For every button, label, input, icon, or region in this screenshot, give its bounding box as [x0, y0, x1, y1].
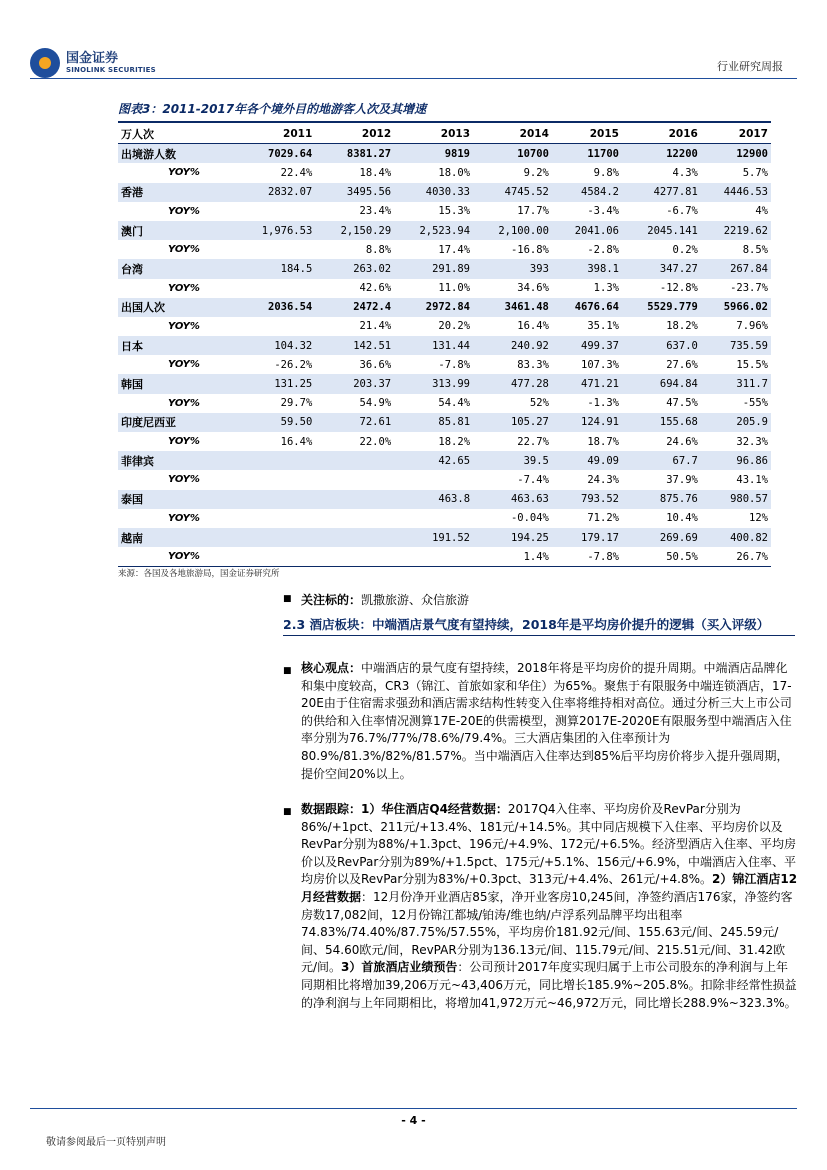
- table-cell: 50.5%: [622, 547, 701, 567]
- header-year-cell: 2012: [315, 124, 394, 144]
- table-cell: 67.7: [622, 451, 701, 470]
- table-cell: 72.61: [315, 413, 394, 432]
- table-cell: 2,100.00: [473, 221, 552, 240]
- logo-name-en: SINOLINK SECURITIES: [66, 66, 156, 74]
- table-row: [118, 451, 771, 470]
- table-row: [118, 298, 771, 317]
- table-cell: 9.2%: [523, 166, 549, 179]
- table-cell: 240.92: [473, 336, 552, 355]
- table-cell: [236, 547, 315, 567]
- table-cell: 18.2%: [438, 435, 471, 448]
- table-cell: 194.25: [473, 528, 552, 547]
- page-number: - 4 -: [401, 1114, 426, 1127]
- section-title: 2.3 酒店板块：中端酒店景气度有望持续，2018年是平均房价提升的逻辑（买入评级）: [283, 616, 795, 636]
- row-label: YOY%: [168, 474, 200, 486]
- table-cell: 52%: [529, 397, 549, 410]
- table-cell: -12.8%: [659, 282, 698, 295]
- table-cell: 463.63: [473, 490, 552, 509]
- bullet-square-icon: ■: [283, 666, 292, 676]
- core-view-label: 核心观点：: [301, 661, 362, 675]
- row-label: YOY%: [168, 436, 200, 448]
- table-cell: 477.28: [473, 374, 552, 393]
- jinjiang-heading: 2）锦江酒店12月经营数据: [301, 872, 798, 904]
- table-cell: 735.59: [701, 336, 771, 355]
- table-cell: 4%: [755, 205, 768, 218]
- table-cell: [394, 509, 473, 528]
- row-label: 出国人次: [118, 298, 236, 317]
- table-cell: 42.6%: [359, 282, 392, 295]
- table-cell: 2472.4: [315, 298, 394, 317]
- shoulv-text: ：公司预计2017年度实现归属于上市公司股东的净利润与上年同期相比将增加39,206万元~43,406万元，同比增长185.9%~205.8%。扣除非经常性损益的净利润与上年同期相比，将增加41,972万元~46,972万元，同比增长288.9%~323.3%。: [301, 960, 797, 1010]
- table-cell: 4030.33: [394, 183, 473, 202]
- row-label: YOY%: [168, 397, 200, 409]
- table-cell: 24.6%: [666, 435, 698, 448]
- table-cell: 4584.2: [552, 183, 622, 202]
- table-cell: -16.8%: [510, 243, 549, 256]
- table-cell: 4.3%: [672, 166, 698, 179]
- tracking-label: 数据跟踪：: [301, 802, 362, 816]
- table-cell: [236, 470, 315, 489]
- table-cell: 471.21: [552, 374, 622, 393]
- table-cell: 22.4%: [280, 166, 313, 179]
- table-row: [118, 547, 771, 567]
- table-cell: 269.69: [622, 528, 701, 547]
- header-unit-cell: 万人次: [118, 124, 236, 144]
- header-year-cell: 2013: [394, 124, 473, 144]
- table-cell: 8.5%: [742, 243, 768, 256]
- table-row: [118, 202, 771, 221]
- focus-label: 关注标的：: [301, 593, 362, 607]
- table-cell: 11.0%: [438, 282, 471, 295]
- table-row: [118, 259, 771, 278]
- table-cell: 47.5%: [666, 397, 698, 410]
- header-year-cell: 2017: [701, 124, 771, 144]
- table-cell: 637.0: [622, 336, 701, 355]
- row-label: YOY%: [168, 167, 200, 179]
- table-cell: 10.4%: [666, 512, 698, 525]
- tourist-table: [118, 124, 771, 567]
- table-cell: 313.99: [394, 374, 473, 393]
- company-logo: [30, 48, 156, 78]
- table-row: [118, 355, 771, 374]
- logo-name-cn: 国金证券: [66, 51, 119, 66]
- table-cell: 5966.02: [701, 298, 771, 317]
- row-label: YOY%: [118, 547, 236, 567]
- table-row: [118, 317, 771, 336]
- table-cell: 980.57: [701, 490, 771, 509]
- table-cell: [315, 451, 394, 470]
- table-cell: 499.37: [552, 336, 622, 355]
- table-cell: 2045.141: [622, 221, 701, 240]
- table-cell: 24.3%: [587, 473, 619, 486]
- table-row: [118, 432, 771, 451]
- table-row: [118, 221, 771, 240]
- table-row: [118, 144, 771, 164]
- table-cell: 291.89: [394, 259, 473, 278]
- row-label: YOY%: [168, 512, 200, 524]
- table-cell: 8381.27: [315, 144, 394, 164]
- doc-type: 行业研究周报: [717, 60, 783, 73]
- row-label: 澳门: [118, 221, 236, 240]
- table-cell: 2041.06: [552, 221, 622, 240]
- bullet-square-icon: ■: [283, 807, 292, 817]
- table-row: [118, 490, 771, 509]
- table-cell: [236, 279, 315, 298]
- table-cell: 17.7%: [517, 205, 549, 218]
- table-cell: 184.5: [236, 259, 315, 278]
- table-row: [118, 183, 771, 202]
- focus-text: 凯撒旅游、众信旅游: [361, 593, 470, 607]
- table-row: [118, 528, 771, 547]
- table-cell: 5.7%: [742, 166, 768, 179]
- table-cell: 18.4%: [359, 166, 392, 179]
- table-cell: 347.27: [622, 259, 701, 278]
- table-cell: 9.8%: [593, 166, 619, 179]
- table-cell: 18.7%: [587, 435, 619, 448]
- table-cell: 0.2%: [672, 243, 698, 256]
- table-cell: 2832.07: [236, 183, 315, 202]
- table-title: 图表3：2011-2017年各个境外目的地游客人次及其增速: [118, 100, 771, 123]
- huazhu-heading: 1）华住酒店Q4经营数据：: [361, 802, 508, 816]
- table-cell: 5529.779: [622, 298, 701, 317]
- table-cell: 26.7%: [701, 547, 771, 567]
- table-cell: 36.6%: [359, 358, 392, 371]
- table-cell: [315, 528, 394, 547]
- table-cell: 43.1%: [736, 473, 768, 486]
- table-row: [118, 279, 771, 298]
- table-cell: 27.6%: [666, 358, 698, 371]
- core-view-text: 中端酒店的景气度有望持续，2018年将是平均房价的提升周期。中端酒店品牌化和集中度较高，CR3（锦江、首旅如家和华住）为65%。聚焦于有限服务中端连锁酒店，17-20E由于住宿需求强劲和酒店需求结构性转变入住率将维持相对高位。通过分析三大上市公司的供给和入住率情况测算17E-20E的供需模型，测算2017E-2020E有限服务型中端酒店入住率分别为76.7%/77%/78.6%/79.4%。三大酒店集团的入住率预计为80.9%/81.3%/82%/81.57%。当中端酒店入住率达到85%后平均房价将步入提升强周期，提价空间20%以上。: [301, 661, 792, 781]
- table-cell: [236, 240, 315, 259]
- jinjiang-text: ：12月份净开业酒店85家，净开业客房10,245间，净签约酒店176家，净签约客房数17,082间，12月份锦江都城/铂涛/维也纳/卢浮系列品牌平均出租率74.83%/74.40%/87.75%/57.55%，平均房价181.92元/间、155.63元/间、245.59元/间、54.60欧元/间，RevPAR分别为136.13元/间、115.79元/间、215.51元/间、31.42欧元/间。: [301, 889, 793, 975]
- table-cell: 2,523.94: [394, 221, 473, 240]
- table-cell: 42.65: [394, 451, 473, 470]
- disclaimer-note: 敬请参阅最后一页特别声明: [46, 1137, 166, 1148]
- table-cell: [315, 509, 394, 528]
- table-cell: [236, 509, 315, 528]
- table-cell: 15.5%: [736, 358, 768, 371]
- table-row: [118, 163, 771, 182]
- table-cell: 4676.64: [552, 298, 622, 317]
- table-cell: 2972.84: [394, 298, 473, 317]
- table-cell: 875.76: [622, 490, 701, 509]
- table-cell: 2219.62: [701, 221, 771, 240]
- table-cell: 17.4%: [438, 243, 471, 256]
- table-cell: 10700: [473, 144, 552, 164]
- table-cell: -7.8%: [438, 358, 471, 371]
- table-cell: 12900: [701, 144, 771, 164]
- table-row: [118, 374, 771, 393]
- table-row: [118, 470, 771, 489]
- table-cell: 1.3%: [593, 282, 619, 295]
- header-year-cell: 2011: [236, 124, 315, 144]
- table-cell: 2,150.29: [315, 221, 394, 240]
- row-label: YOY%: [168, 320, 200, 332]
- table-cell: 22.0%: [359, 435, 392, 448]
- table-cell: 21.4%: [359, 320, 392, 333]
- row-label: YOY%: [168, 282, 200, 294]
- table-cell: 34.6%: [517, 282, 549, 295]
- table-cell: 8.8%: [365, 243, 392, 256]
- table-cell: 9819: [394, 144, 473, 164]
- table-cell: 311.7: [701, 374, 771, 393]
- table-cell: 203.37: [315, 374, 394, 393]
- table-source: 来源：各国及各地旅游局，国金证券研究所: [118, 569, 280, 579]
- table-cell: 105.27: [473, 413, 552, 432]
- row-label: YOY%: [168, 359, 200, 371]
- table-cell: [315, 490, 394, 509]
- table-cell: 1,976.53: [236, 221, 315, 240]
- table-cell: 398.1: [552, 259, 622, 278]
- table-cell: 54.4%: [438, 397, 471, 410]
- row-label: 泰国: [118, 490, 236, 509]
- table-cell: 263.02: [315, 259, 394, 278]
- table-cell: 49.09: [552, 451, 622, 470]
- table-cell: 39.5: [473, 451, 552, 470]
- table-cell: -3.4%: [587, 205, 619, 218]
- huazhu-text: 2017Q4入住率、平均房价及RevPar分别为86%/+1pct、211元/+13.4%、181元/+14.5%。其中同店规模下入住率、平均房价以及RevPar分别为88%/+1.3pct、196元/+4.9%、172元/+6.5%。经济型酒店入住率、平均房价以及RevPar分别为89%/+1.5pct、175元/+5.1%、156元/+6.9%，中端酒店入住率、平均房价以及RevPar分别为83%/+0.3pct、313元/+4.4%、261元/+4.8%。: [301, 802, 797, 887]
- table-cell: [236, 490, 315, 509]
- table-cell: 12200: [622, 144, 701, 164]
- bullet-square-icon: ■: [283, 594, 292, 604]
- header-year-cell: 2015: [552, 124, 622, 144]
- row-label: 香港: [118, 183, 236, 202]
- table-cell: 694.84: [622, 374, 701, 393]
- table-row: [118, 413, 771, 432]
- focus-stocks: [283, 591, 469, 608]
- table-cell: 3461.48: [473, 298, 552, 317]
- table-cell: 29.7%: [280, 397, 313, 410]
- table-cell: 155.68: [622, 413, 701, 432]
- table-cell: [236, 528, 315, 547]
- table-cell: 4446.53: [701, 183, 771, 202]
- table-cell: 54.9%: [359, 397, 392, 410]
- table-cell: 4745.52: [473, 183, 552, 202]
- table-row: [118, 336, 771, 355]
- row-label: 韩国: [118, 374, 236, 393]
- table-cell: 11700: [552, 144, 622, 164]
- table-cell: 83.3%: [517, 358, 549, 371]
- table-cell: 205.9: [701, 413, 771, 432]
- table-row: [118, 240, 771, 259]
- row-label: 印度尼西亚: [118, 413, 236, 432]
- table-cell: 463.8: [394, 490, 473, 509]
- table-cell: [315, 470, 394, 489]
- table-cell: 15.3%: [438, 205, 471, 218]
- table-cell: -0.04%: [510, 512, 549, 525]
- table-cell: 400.82: [701, 528, 771, 547]
- table-cell: 7.96%: [736, 320, 768, 333]
- table-cell: 104.32: [236, 336, 315, 355]
- table-row: [118, 394, 771, 413]
- table-cell: 12%: [749, 512, 768, 525]
- table-cell: 124.91: [552, 413, 622, 432]
- table-cell: -23.7%: [730, 282, 768, 295]
- table-cell: [394, 547, 473, 567]
- table-cell: 18.0%: [438, 166, 471, 179]
- table-cell: [236, 202, 315, 221]
- table-cell: 71.2%: [587, 512, 619, 525]
- table-cell: 59.50: [236, 413, 315, 432]
- table-cell: 131.25: [236, 374, 315, 393]
- table-cell: 22.7%: [517, 435, 549, 448]
- table-cell: 142.51: [315, 336, 394, 355]
- table-cell: 191.52: [394, 528, 473, 547]
- table-cell: -1.3%: [587, 397, 619, 410]
- table-cell: 267.84: [701, 259, 771, 278]
- table-cell: [236, 317, 315, 336]
- table-cell: 37.9%: [666, 473, 698, 486]
- table-cell: -2.8%: [587, 243, 619, 256]
- header-divider: [30, 78, 797, 79]
- row-label: YOY%: [168, 244, 200, 256]
- tracking-paragraph: [283, 801, 803, 1012]
- table-cell: 1.4%: [473, 547, 552, 567]
- table-cell: 2036.54: [236, 298, 315, 317]
- table-cell: 793.52: [552, 490, 622, 509]
- table-cell: 4277.81: [622, 183, 701, 202]
- table-cell: 3495.56: [315, 183, 394, 202]
- row-label: 菲律宾: [118, 451, 236, 470]
- table-cell: -6.7%: [666, 205, 698, 218]
- table-cell: [236, 451, 315, 470]
- table-cell: 18.2%: [666, 320, 698, 333]
- header-year-cell: 2014: [473, 124, 552, 144]
- table-cell: 23.4%: [359, 205, 392, 218]
- table-cell: [394, 470, 473, 489]
- table-cell: -26.2%: [274, 358, 313, 371]
- core-view-paragraph: [283, 660, 803, 783]
- table-cell: -7.8%: [552, 547, 622, 567]
- table-cell: 107.3%: [581, 358, 619, 371]
- table-cell: 85.81: [394, 413, 473, 432]
- logo-mark-icon: [30, 48, 60, 78]
- table-cell: 7029.64: [236, 144, 315, 164]
- table-cell: -7.4%: [517, 473, 549, 486]
- row-label: YOY%: [168, 205, 200, 217]
- table-cell: 16.4%: [517, 320, 549, 333]
- row-label: 越南: [118, 528, 236, 547]
- table-cell: 96.86: [701, 451, 771, 470]
- table-cell: 35.1%: [587, 320, 619, 333]
- row-label: 日本: [118, 336, 236, 355]
- row-label: 出境游人数: [118, 144, 236, 164]
- table-cell: 16.4%: [280, 435, 313, 448]
- row-label: 台湾: [118, 259, 236, 278]
- footer-divider: [30, 1108, 797, 1109]
- table-cell: 32.3%: [736, 435, 768, 448]
- header-year-cell: 2016: [622, 124, 701, 144]
- table-cell: [315, 547, 394, 567]
- table-cell: 393: [473, 259, 552, 278]
- table-cell: 20.2%: [438, 320, 471, 333]
- table-row: [118, 509, 771, 528]
- table-cell: 179.17: [552, 528, 622, 547]
- shoulv-heading: 3）首旅酒店业绩预告: [341, 960, 458, 975]
- table-cell: 131.44: [394, 336, 473, 355]
- table-header-row: [118, 124, 771, 144]
- table-cell: -55%: [742, 397, 768, 410]
